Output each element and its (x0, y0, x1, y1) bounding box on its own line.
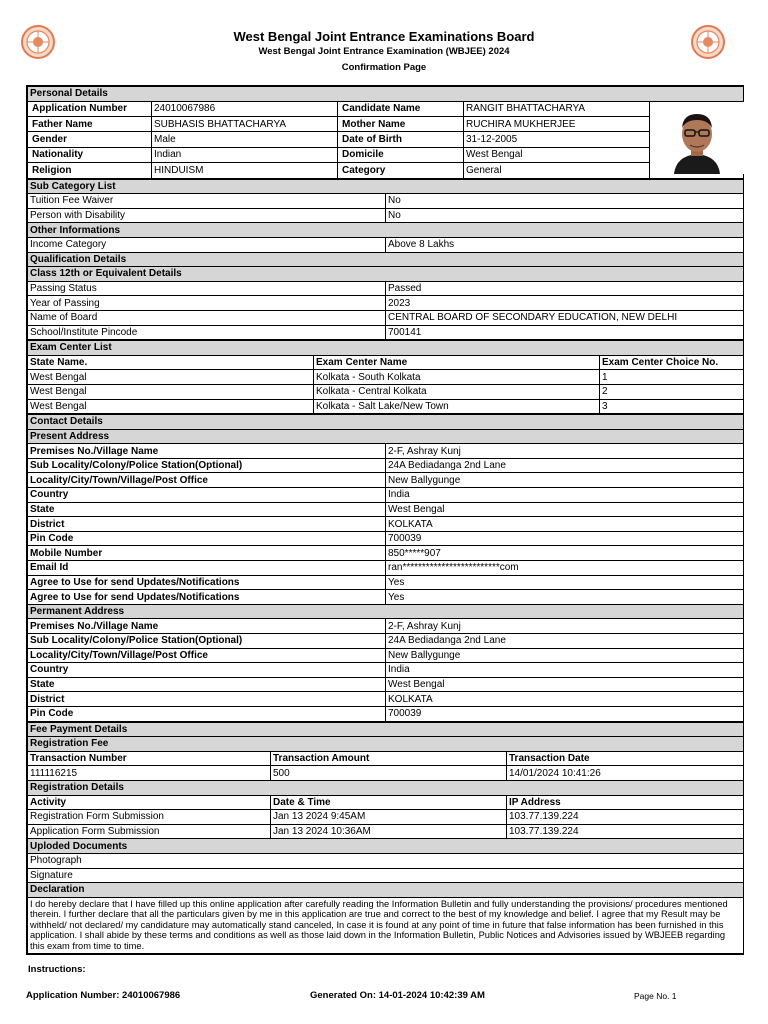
row-value: Yes (386, 575, 744, 590)
row-value: No (386, 208, 744, 223)
instructions-label: Instructions: (28, 964, 86, 975)
cell: 103.77.139.224 (507, 824, 744, 839)
row-label: School/Institute Pincode (28, 325, 386, 340)
page-title: Confirmation Page (341, 62, 427, 73)
cell: Application Form Submission (28, 824, 271, 839)
page-header (0, 0, 768, 84)
section-fee-payment: Fee Payment Details (28, 722, 744, 737)
table-row (28, 677, 744, 692)
section-qualification: Qualification Details (28, 252, 744, 267)
value-father-name: SUBHASIS BHATTACHARYA (152, 116, 338, 131)
table-row (28, 766, 744, 781)
table-row (28, 384, 744, 399)
table-row (28, 208, 744, 223)
row-value: Yes (386, 590, 744, 605)
cell: 103.77.139.224 (507, 810, 744, 825)
row-label: Pin Code (28, 706, 386, 721)
footer-generated-on: Generated On: 14-01-2024 10:42:39 AM (310, 990, 485, 1001)
table-row (28, 648, 744, 663)
row-label: District (28, 517, 386, 532)
section-sub-category: Sub Category List (28, 179, 744, 194)
cell: West Bengal (28, 384, 314, 399)
row-value: 24A Bediadanga 2nd Lane (386, 634, 744, 649)
row-value: No (386, 194, 744, 209)
table-row (28, 237, 744, 252)
row-value: 700039 (386, 706, 744, 721)
col-exam-center-name: Exam Center Name (314, 355, 600, 370)
section-registration-details: Registration Details (28, 780, 744, 795)
section-registration-fee: Registration Fee (28, 737, 744, 752)
row-label: Income Category (28, 237, 386, 252)
table-row (28, 663, 744, 678)
declaration-text: I do hereby declare that I have filled up this online application after carefully reading the Information Bulletin and fully understanding the provisions/ procedures mentioned therein. I further declare that all the particulars given by me in this application are true and correct to the best of my knowledge and belief. I agree that my Result may be withheld/ not declared/ my candidature may automatically stand canceled, In case it is found at any point of time in future that false information has been furnished in this application. I shall abide by these terms and conditions as well as those laid down in the Information Bulletin, Public Notices and Advisories issued by WBJEEB regarding this exam from time to time. (28, 897, 744, 954)
row-value: Above 8 Lakhs (386, 237, 744, 252)
cell: 3 (600, 399, 744, 414)
row-label: Tuition Fee Waiver (28, 194, 386, 209)
table-row (28, 590, 744, 605)
row-label: Premises No./Village Name (28, 619, 386, 634)
row-value: KOLKATA (386, 517, 744, 532)
doc-photograph: Photograph (28, 853, 744, 868)
section-present-address: Present Address (28, 429, 744, 444)
row-value: West Bengal (386, 502, 744, 517)
row-label: Country (28, 663, 386, 678)
row-value: KOLKATA (386, 692, 744, 707)
section-exam-center: Exam Center List (28, 341, 744, 356)
exam-title: West Bengal Joint Entrance Examination (WBJEE) 2024 (258, 46, 510, 57)
col-transaction-number: Transaction Number (28, 751, 271, 766)
table-row (28, 824, 744, 839)
table-row (28, 399, 744, 414)
row-label: Passing Status (28, 281, 386, 296)
row-label: Premises No./Village Name (28, 444, 386, 459)
exam-center-table (27, 340, 744, 414)
footer-application-number: Application Number: 24010067986 (26, 990, 181, 1001)
page-number: Page No. 1 (634, 991, 677, 1001)
value-gender: Male (152, 132, 338, 147)
cell: 2 (600, 384, 744, 399)
label-category: Category (338, 163, 464, 178)
value-domicile: West Bengal (464, 147, 650, 162)
photo-cell (650, 101, 744, 178)
row-value: New Ballygunge (386, 473, 744, 488)
table-row (28, 310, 744, 325)
section-personal-details: Personal Details (28, 87, 744, 102)
table-row (28, 692, 744, 707)
row-label: State (28, 677, 386, 692)
row-value: West Bengal (386, 677, 744, 692)
value-category: General (464, 163, 650, 178)
row-value: Passed (386, 281, 744, 296)
row-value: 2023 (386, 296, 744, 311)
row-label: Year of Passing (28, 296, 386, 311)
row-label: Country (28, 488, 386, 503)
table-row (28, 561, 744, 576)
table-row (28, 458, 744, 473)
table-row (28, 546, 744, 561)
row-value: ran*************************com (386, 561, 744, 576)
table-row (28, 619, 744, 634)
row-label: Email Id (28, 561, 386, 576)
board-title: West Bengal Joint Entrance Examinations Board (233, 29, 535, 44)
cell: Registration Form Submission (28, 810, 271, 825)
cell: 14/01/2024 10:41:26 (507, 766, 744, 781)
label-domicile: Domicile (338, 147, 464, 162)
col-date-time: Date & Time (271, 795, 507, 810)
col-activity: Activity (28, 795, 271, 810)
confirmation-form (26, 85, 744, 955)
row-label: Pin Code (28, 531, 386, 546)
label-gender: Gender (28, 132, 152, 147)
table-row (28, 810, 744, 825)
row-label: Locality/City/Town/Village/Post Office (28, 648, 386, 663)
table-row (28, 370, 744, 385)
table-row (28, 531, 744, 546)
value-application-number: 24010067986 (152, 101, 338, 116)
row-value: 24A Bediadanga 2nd Lane (386, 458, 744, 473)
value-nationality: Indian (152, 147, 338, 162)
contact-table (27, 414, 744, 721)
cell: 111116215 (28, 766, 271, 781)
cell: Jan 13 2024 9:45AM (271, 810, 507, 825)
row-label: Name of Board (28, 310, 386, 325)
cell: 1 (600, 370, 744, 385)
cell: Kolkata - Salt Lake/New Town (314, 399, 600, 414)
table-row (28, 502, 744, 517)
col-ip-address: IP Address (507, 795, 744, 810)
row-label: Agree to Use for send Updates/Notifications (28, 590, 386, 605)
fee-table (27, 722, 744, 955)
doc-signature: Signature (28, 868, 744, 883)
table-row (28, 444, 744, 459)
label-nationality: Nationality (28, 147, 152, 162)
value-religion: HINDUISM (152, 163, 338, 178)
col-state-name: State Name. (28, 355, 314, 370)
table-row (28, 853, 744, 868)
col-transaction-date: Transaction Date (507, 751, 744, 766)
row-label: Mobile Number (28, 546, 386, 561)
row-value: 700039 (386, 531, 744, 546)
row-label: Sub Locality/Colony/Police Station(Optional) (28, 458, 386, 473)
candidate-photo (650, 102, 744, 174)
cell: Kolkata - South Kolkata (314, 370, 600, 385)
row-label: State (28, 502, 386, 517)
row-value: India (386, 488, 744, 503)
cell: West Bengal (28, 370, 314, 385)
table-row (28, 325, 744, 340)
table-row (28, 296, 744, 311)
table-row (28, 517, 744, 532)
cell: Jan 13 2024 10:36AM (271, 824, 507, 839)
value-dob: 31-12-2005 (464, 132, 650, 147)
table-row (28, 281, 744, 296)
row-value: New Ballygunge (386, 648, 744, 663)
personal-details-table (27, 86, 744, 179)
row-label: Sub Locality/Colony/Police Station(Optional) (28, 634, 386, 649)
label-father-name: Father Name (28, 116, 152, 131)
table-row (28, 868, 744, 883)
section-uploaded-docs: Uploded Documents (28, 839, 744, 854)
label-mother-name: Mother Name (338, 116, 464, 131)
label-application-number: Application Number (28, 101, 152, 116)
cell: Kolkata - Central Kolkata (314, 384, 600, 399)
section-other-info: Other Informations (28, 223, 744, 238)
col-choice-no: Exam Center Choice No. (600, 355, 744, 370)
section-declaration: Declaration (28, 883, 744, 898)
details-table (27, 179, 744, 341)
section-contact: Contact Details (28, 415, 744, 430)
label-religion: Religion (28, 163, 152, 178)
table-row (28, 634, 744, 649)
label-candidate-name: Candidate Name (338, 101, 464, 116)
table-row (28, 488, 744, 503)
col-transaction-amount: Transaction Amount (271, 751, 507, 766)
table-row (28, 575, 744, 590)
table-row (28, 194, 744, 209)
section-permanent-address: Permanent Address (28, 604, 744, 619)
section-class-12: Class 12th or Equivalent Details (28, 267, 744, 282)
row-value: 2-F, Ashray Kunj (386, 619, 744, 634)
cell: 500 (271, 766, 507, 781)
row-value: 700141 (386, 325, 744, 340)
row-label: Agree to Use for send Updates/Notifications (28, 575, 386, 590)
row-value: 850*****907 (386, 546, 744, 561)
value-candidate-name: RANGIT BHATTACHARYA (464, 101, 650, 116)
row-label: District (28, 692, 386, 707)
row-label: Locality/City/Town/Village/Post Office (28, 473, 386, 488)
row-value: 2-F, Ashray Kunj (386, 444, 744, 459)
row-label: Person with Disability (28, 208, 386, 223)
row-value: India (386, 663, 744, 678)
value-mother-name: RUCHIRA MUKHERJEE (464, 116, 650, 131)
table-row (28, 473, 744, 488)
cell: West Bengal (28, 399, 314, 414)
label-dob: Date of Birth (338, 132, 464, 147)
table-row (28, 706, 744, 721)
row-value: CENTRAL BOARD OF SECONDARY EDUCATION, NEW DELHI (386, 310, 744, 325)
